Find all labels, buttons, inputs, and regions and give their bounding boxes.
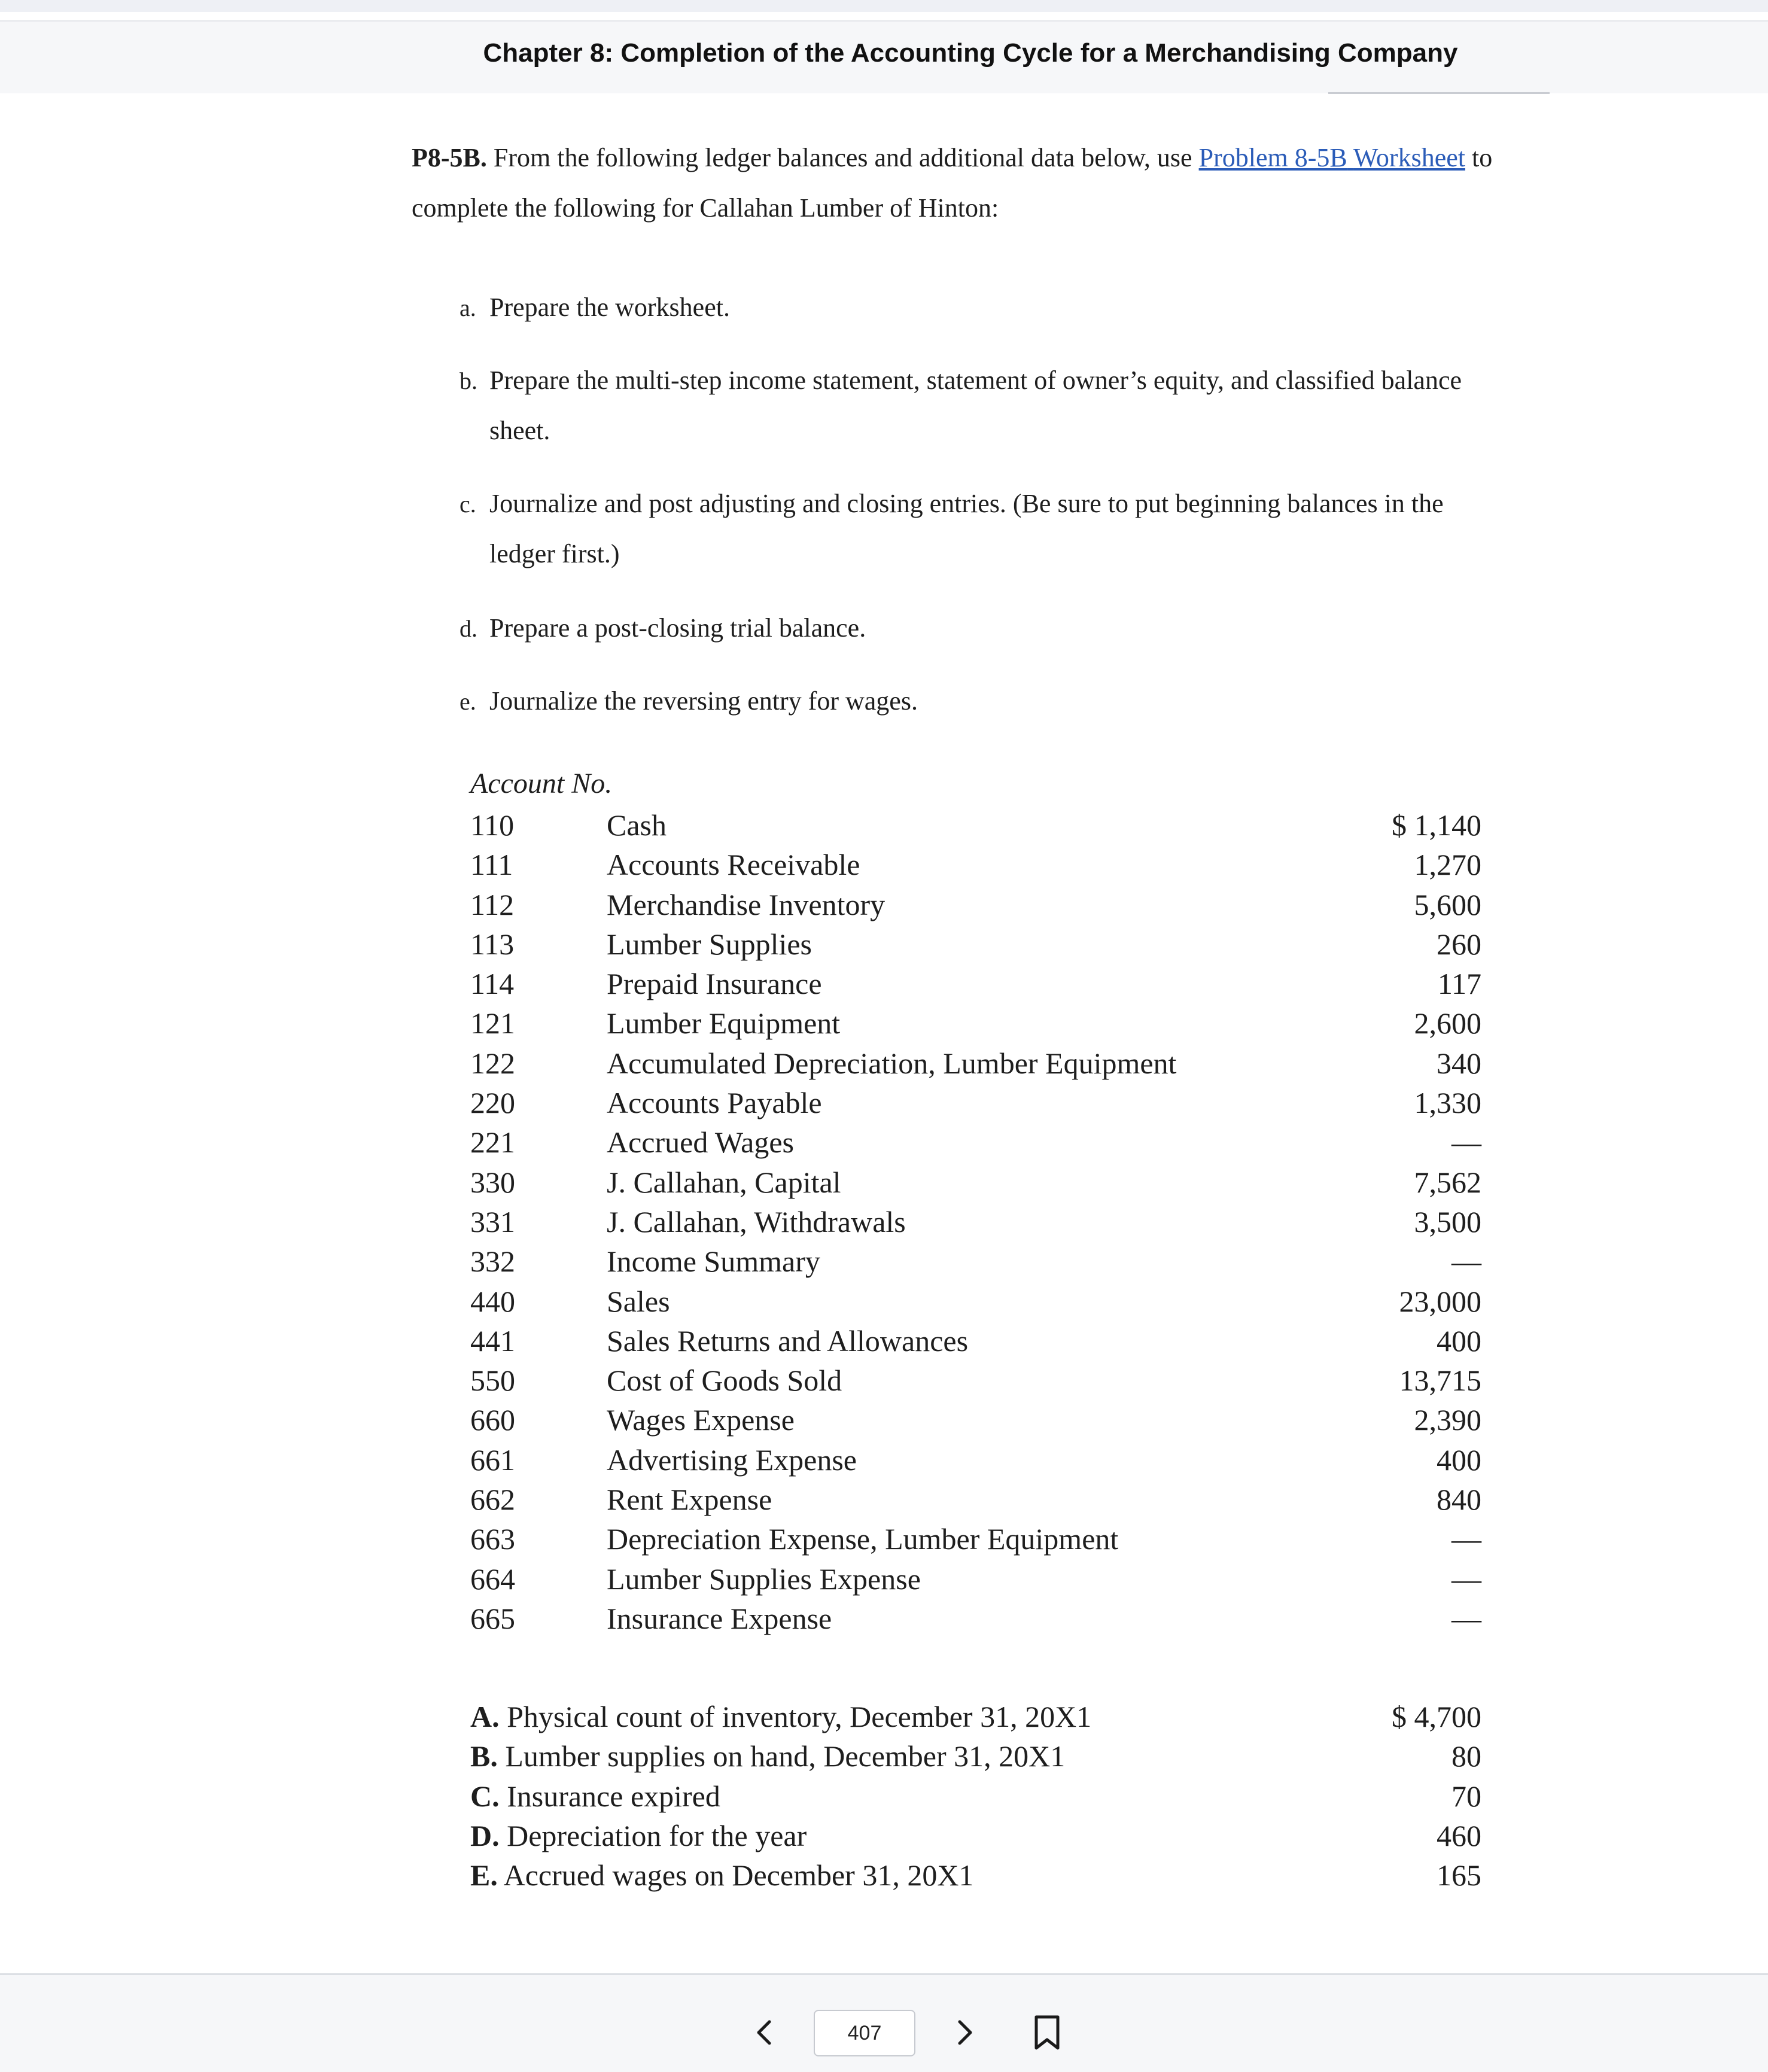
adjustment-text: Lumber supplies on hand, December 31, 20X1 xyxy=(505,1739,1066,1773)
account-amount: 400 xyxy=(1437,1323,1481,1358)
task-item xyxy=(460,479,1513,568)
task-text: Prepare the multi-step income statement, statement of owner’s equity, and classified balance sheet. xyxy=(489,366,1462,445)
account-row xyxy=(470,1361,1481,1400)
problem-text-before: From the following ledger balances and additional data below, use xyxy=(486,143,1199,172)
task-letter: e. xyxy=(460,688,476,715)
account-number: 331 xyxy=(470,1204,515,1239)
task-item xyxy=(460,603,1513,654)
account-name: J. Callahan, Withdrawals xyxy=(607,1204,906,1239)
task-text: Journalize and post adjusting and closing entries. (Be sure to put beginning balances in the ledger first.) xyxy=(489,489,1444,568)
account-amount: 13,715 xyxy=(1399,1364,1481,1398)
account-number: 112 xyxy=(470,887,515,921)
account-number: 114 xyxy=(470,967,515,1001)
adjustment-row xyxy=(470,1855,1481,1895)
adjustment-row xyxy=(470,1697,1481,1736)
account-amount: — xyxy=(1451,1522,1481,1556)
account-row xyxy=(470,845,1481,884)
account-amount: 2,600 xyxy=(1414,1006,1481,1040)
account-row xyxy=(470,1519,1481,1559)
header-underline xyxy=(1328,92,1550,94)
account-amount: 1,330 xyxy=(1414,1086,1481,1120)
account-row xyxy=(470,1003,1481,1043)
task-text: Journalize the reversing entry for wages. xyxy=(489,686,918,716)
adjustment-data xyxy=(470,1697,1481,1895)
account-amount: 840 xyxy=(1437,1483,1481,1517)
account-number: 550 xyxy=(470,1364,515,1398)
account-name: Sales Returns and Allowances xyxy=(607,1323,969,1358)
problem-label: P8-5B. xyxy=(412,143,487,172)
worksheet-link[interactable]: Problem 8-5B Worksheet xyxy=(1198,143,1465,172)
adjustment-text: Insurance expired xyxy=(507,1779,720,1813)
account-number: 665 xyxy=(470,1601,515,1635)
account-name: Cash xyxy=(607,808,667,842)
account-name: Cost of Goods Sold xyxy=(607,1364,842,1398)
adjustment-amount: $ 4,700 xyxy=(1392,1700,1481,1733)
account-number: 660 xyxy=(470,1403,515,1437)
bookmark-button[interactable] xyxy=(1030,2013,1064,2053)
chapter-title: Chapter 8: Completion of the Accounting Cycle for a Merchandising Company xyxy=(483,38,1458,68)
adjustment-row xyxy=(470,1736,1481,1776)
account-name: Lumber Supplies Expense xyxy=(607,1562,921,1596)
adjustment-row xyxy=(470,1816,1481,1855)
adjustment-letter: C. xyxy=(470,1779,500,1813)
account-name: Accumulated Depreciation, Lumber Equipment xyxy=(607,1046,1177,1080)
account-row xyxy=(470,1083,1481,1122)
account-name: Accounts Receivable xyxy=(607,848,860,882)
account-number: 121 xyxy=(470,1006,515,1040)
problem-intro xyxy=(412,133,1519,233)
account-number: 661 xyxy=(470,1443,515,1477)
task-text: Prepare the worksheet. xyxy=(489,293,730,322)
account-amount: — xyxy=(1451,1125,1481,1160)
account-row xyxy=(470,1282,1481,1321)
account-name: Rent Expense xyxy=(607,1483,772,1517)
task-item xyxy=(460,282,1513,333)
account-amount: 400 xyxy=(1437,1443,1481,1477)
account-row xyxy=(470,885,1481,924)
account-row xyxy=(470,924,1481,964)
account-row xyxy=(470,1440,1481,1480)
account-amount: — xyxy=(1451,1601,1481,1635)
account-number: 221 xyxy=(470,1125,515,1160)
adjustment-letter: A. xyxy=(470,1700,500,1733)
account-name: Sales xyxy=(607,1284,670,1318)
account-no-header: Account No. xyxy=(470,768,613,799)
account-row xyxy=(470,964,1481,1003)
account-amount: — xyxy=(1451,1562,1481,1596)
account-number: 330 xyxy=(470,1165,515,1199)
adjustment-amount: 70 xyxy=(1451,1779,1481,1813)
adjustment-letter: D. xyxy=(470,1818,500,1852)
adjustment-text: Depreciation for the year xyxy=(507,1818,807,1852)
task-letter: a. xyxy=(460,294,476,321)
account-name: Lumber Supplies xyxy=(607,927,813,961)
task-item xyxy=(460,676,1513,727)
previous-page-button[interactable] xyxy=(747,2015,783,2050)
account-number: 663 xyxy=(470,1522,515,1556)
bookmark-icon xyxy=(1030,2013,1064,2053)
account-amount: 23,000 xyxy=(1399,1284,1481,1318)
account-number: 122 xyxy=(470,1046,515,1080)
account-row xyxy=(470,1163,1481,1202)
adjustment-text: Physical count of inventory, December 31, 20X1 xyxy=(507,1700,1092,1733)
adjustment-amount: 165 xyxy=(1437,1858,1481,1893)
task-text: Prepare a post-closing trial balance. xyxy=(489,613,866,643)
account-amount: $ 1,140 xyxy=(1392,808,1481,842)
page-number-input[interactable]: 407 xyxy=(814,2010,915,2056)
account-amount: 260 xyxy=(1437,927,1481,961)
task-letter: d. xyxy=(460,615,477,642)
account-row xyxy=(470,1559,1481,1599)
account-amount: 5,600 xyxy=(1414,887,1481,921)
account-row xyxy=(470,1480,1481,1519)
account-row xyxy=(470,1242,1481,1281)
account-name: Prepaid Insurance xyxy=(607,967,822,1001)
account-name: Insurance Expense xyxy=(607,1601,832,1635)
account-amount: 1,270 xyxy=(1414,848,1481,882)
account-row xyxy=(470,805,1481,845)
account-name: Accrued Wages xyxy=(607,1125,794,1160)
account-amount: 340 xyxy=(1437,1046,1481,1080)
chevron-right-icon xyxy=(947,2015,982,2050)
top-strip xyxy=(0,0,1768,12)
account-name: Income Summary xyxy=(607,1245,820,1279)
account-name: Lumber Equipment xyxy=(607,1006,841,1040)
account-number: 441 xyxy=(470,1323,515,1358)
account-name: Advertising Expense xyxy=(607,1443,857,1477)
task-letter: c. xyxy=(460,491,476,518)
account-row xyxy=(470,1400,1481,1440)
adjustment-letter: E. xyxy=(470,1858,498,1893)
account-amount: 117 xyxy=(1437,967,1481,1001)
account-name: Depreciation Expense, Lumber Equipment xyxy=(607,1522,1119,1556)
account-amount: — xyxy=(1451,1245,1481,1279)
account-amount: 7,562 xyxy=(1414,1165,1481,1199)
account-row xyxy=(470,1321,1481,1361)
account-number: 664 xyxy=(470,1562,515,1596)
adjustment-text: Accrued wages on December 31, 20X1 xyxy=(503,1858,974,1893)
account-amount: 3,500 xyxy=(1414,1204,1481,1239)
account-number: 111 xyxy=(470,848,513,882)
account-row xyxy=(470,1599,1481,1638)
chevron-left-icon xyxy=(747,2015,783,2050)
adjustment-letter: B. xyxy=(470,1739,498,1773)
next-page-button[interactable] xyxy=(947,2015,982,2050)
account-number: 332 xyxy=(470,1245,515,1279)
account-name: J. Callahan, Capital xyxy=(607,1165,841,1199)
page-navigation-bar xyxy=(0,1973,1768,2072)
account-number: 440 xyxy=(470,1284,515,1318)
account-name: Wages Expense xyxy=(607,1403,795,1437)
account-row xyxy=(470,1202,1481,1242)
account-amount: 2,390 xyxy=(1414,1403,1481,1437)
adjustment-amount: 460 xyxy=(1437,1818,1481,1852)
account-name: Accounts Payable xyxy=(607,1086,822,1120)
problem-text-after: to complete the following for Callahan Lumber of Hinton: xyxy=(412,143,1493,223)
account-row xyxy=(470,1122,1481,1162)
account-number: 110 xyxy=(470,808,515,842)
chapter-header xyxy=(0,20,1768,93)
task-letter: b. xyxy=(460,367,477,394)
account-number: 113 xyxy=(470,927,515,961)
account-number: 662 xyxy=(470,1483,515,1517)
account-number: 220 xyxy=(470,1086,515,1120)
account-table xyxy=(470,805,1481,1638)
task-item xyxy=(460,355,1513,445)
account-row xyxy=(470,1043,1481,1083)
adjustment-amount: 80 xyxy=(1451,1739,1481,1773)
adjustment-row xyxy=(470,1776,1481,1816)
account-name: Merchandise Inventory xyxy=(607,887,885,921)
